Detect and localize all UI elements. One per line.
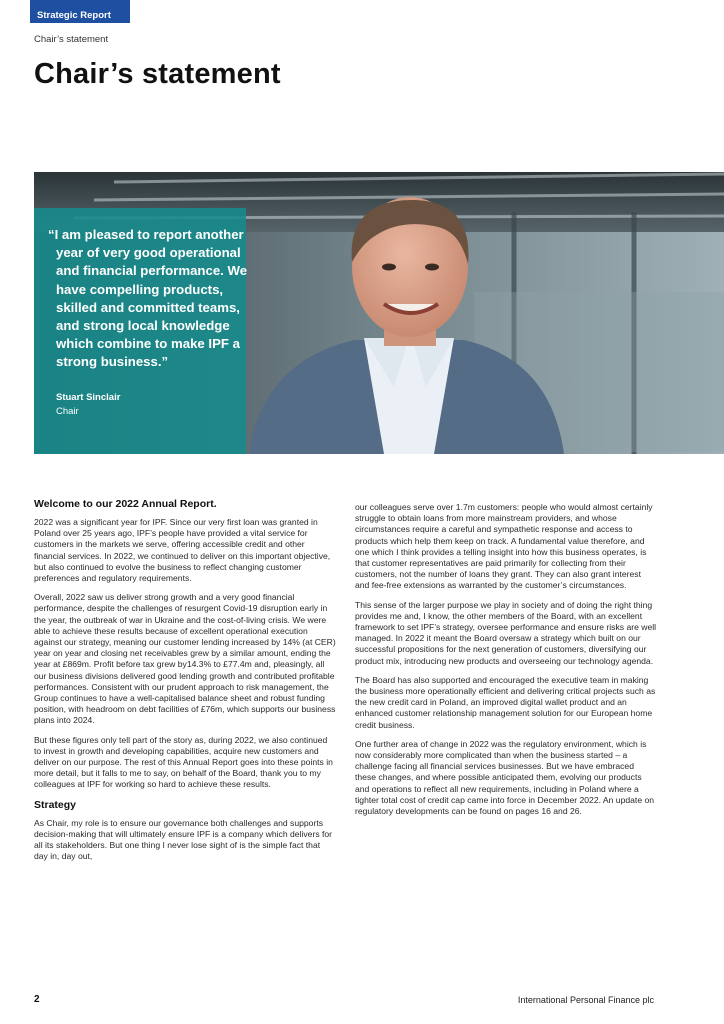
left-column xyxy=(34,498,336,870)
paragraph: This sense of the larger purpose we play in society and of doing the right thing provides me and, I know, the other members of the Board, with an excellent framework to set IPF’s strategy, oversee performance and ensure risks are well managed. In 2022 it meant the Board oversaw a strategy which built on our successful propositions for the next generation of customers, diversifying our product mix, introducing new products and overseeing our technology agenda. xyxy=(355,599,657,666)
quote-author-name: Stuart Sinclair xyxy=(56,391,121,403)
hero-photo xyxy=(34,172,724,454)
paragraph: our colleagues serve over 1.7m customers: people who would almost certainly struggle to obtain loans from more mainstream providers, and whose circumstances require a careful and sympathetic response and access to products which help them keep on track. A fundamental value therefore, and one which I think provides a telling insight into how this business operates, is that customer representatives are paid primarily for collecting from their customers, not the number of loans they grant. They can also grant interest and fee-free extensions as warranted by the customer’s circumstances. xyxy=(355,502,653,591)
strategy-heading: Strategy xyxy=(34,798,77,811)
pull-quote-box xyxy=(34,208,246,454)
page-title: Chair’s statement xyxy=(34,58,281,90)
paragraph: The Board has also supported and encouraged the executive team in making the business more operationally efficient and delivering critical projects such as the new credit card in Poland, an improved digital wallet product and an enhanced customer relationship management solution for our European home credit business. xyxy=(355,674,656,730)
right-column xyxy=(355,502,657,825)
page-number: 2 xyxy=(34,994,40,1005)
paragraph: Overall, 2022 saw us deliver strong growth and a very good financial performance, despite the challenges of resurgent Covid-19 disruption early in the year, the outbreak of war in Ukraine and the cost-of-living crisis. We were able to achieve these results because of excellent operational execution against our strategy, meaning our customer lending increased by 14% (at CER) year on year and closing net receivables grew by a similar amount, ending the year at £869m. Profit before tax grew by14.3% to £77.4m and, pleasingly, all our business divisions delivered good lending growth and contributed profitable performances. Consistent with our prudent approach to risk management, the Group continues to have a well-capitalised balance sheet and robust funding position, with headroom on debt facilities of £76m, which supports our business plans into 2024. xyxy=(34,592,336,726)
paragraph: One further area of change in 2022 was the regulatory environment, which is now considerably more complicated than when the business started – a challenge facing all financial services businesses. But we have embraced these changes, and where possible anticipated them, evolving our products and operations to reflect all new requirements, including in Poland where a tighter total cost of credit cap came into force in December 2022. An update on regulatory developments can be found on pages 16 and 26. xyxy=(355,738,655,817)
section-label: Chair’s statement xyxy=(34,34,109,45)
paragraph: But these figures only tell part of the story as, during 2022, we also continued to invest in growth and developing capabilities, acquire new customers and deliver on our purpose. The rest of this Annual Report goes into these points in more detail, but it falls to me to say, on behalf of the Board, thank you to my colleagues at IPF for working so hard to achieve these results. xyxy=(34,734,333,790)
paragraph: As Chair, my role is to ensure our governance both challenges and supports decision-making that will ultimately ensure IPF is a company which delivers for all its stakeholders. But one thing I never lose sight of is the simple fact that day in, day out, xyxy=(34,817,333,862)
pull-quote: “I am pleased to report another year of very good operational and financial performance. We have compelling products, skilled and committed teams, and strong local knowledge which combine to make IPF a strong business.” xyxy=(48,227,248,370)
quote-author-role: Chair xyxy=(56,405,79,417)
footer-organisation: International Personal Finance plc xyxy=(517,995,654,1005)
paragraph: 2022 was a significant year for IPF. Since our very first loan was granted in Poland over 25 years ago, IPF’s people have provided a vital service for customers in the markets we serve, offering accessible credit and other financial services. In 2022, we continued to deliver on this important objective, but also continued to evolve the business to reflect changing customer preferences and regulatory requirements. xyxy=(34,517,331,584)
welcome-heading: Welcome to our 2022 Annual Report. xyxy=(34,498,217,510)
strategic-report-tag: Strategic Report xyxy=(30,0,130,23)
